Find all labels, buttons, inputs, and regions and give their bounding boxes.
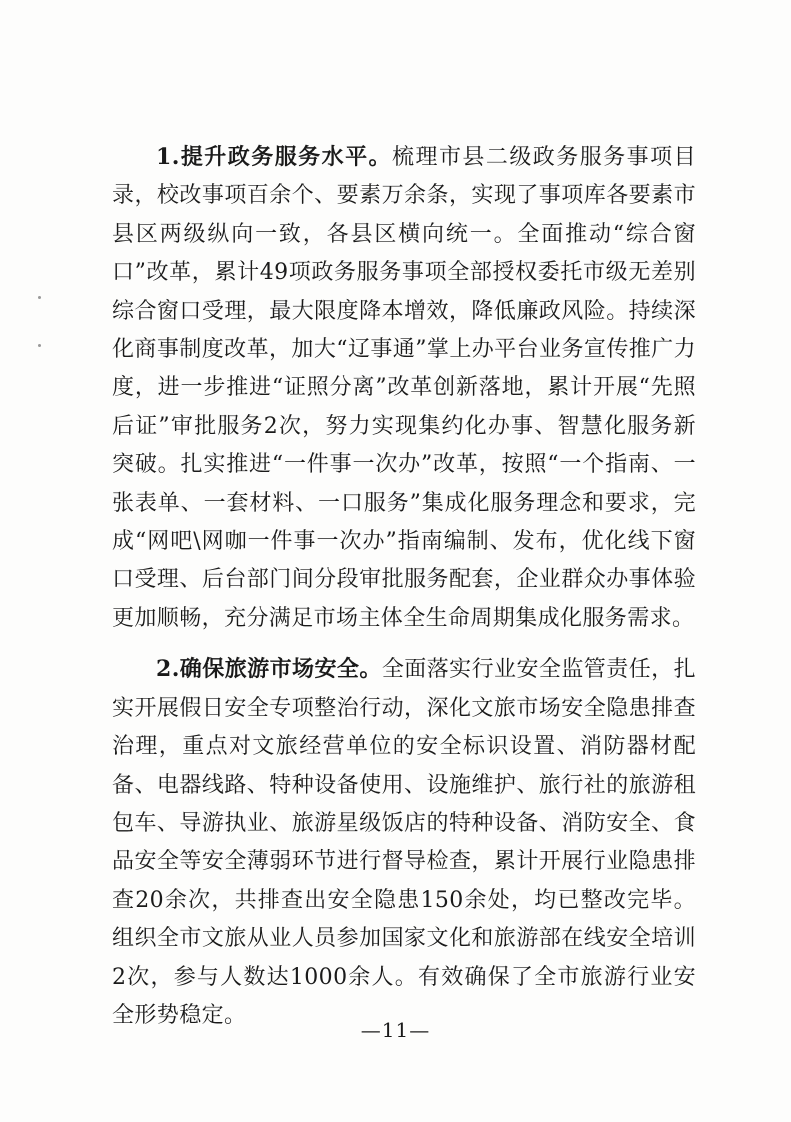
page-number: —11— xyxy=(360,1018,431,1042)
section-text-2: 全面落实行业安全监管责任，扎实开展假日安全专项整治行动，深化文旅市场安全隐患排查治理，重点对文旅经营单位的安全标识设置、消防器材配备、电器线路、特种设备使用、设施维护、旅行社的旅游租包车、导游执业、旅游星级饭店的特种设备、消防安全、食品安全等安全薄弱环节进行督导检查，累计开展行业隐患排查20余次，共排查出安全隐患150余处，均已整改完毕。组织全市文旅从业人员参加国家文化和旅游部在线安全培训2次，参与人数达1000余人。有效确保了全市旅游行业安全形势稳定。 xyxy=(112,657,696,1028)
section-paragraph-1 xyxy=(112,138,696,638)
scan-dot-mark xyxy=(38,344,41,347)
section-paragraph-2 xyxy=(112,650,696,1035)
section-heading-2: 2.确保旅游市场安全。 xyxy=(156,656,382,683)
section-heading-1: 1.提升政务服务水平。 xyxy=(156,144,393,170)
section-text-1: 梳理市县二级政务服务事项目录，校改事项百余个、要素万余条，实现了事项库各要素市县区两级纵向一致，各县区横向统一。全面推动“综合窗口”改革，累计49项政务服务事项全部授权委托市级无差别综合窗口受理，最大限度降本增效，降低廉政风险。持续深化商事制度改革，加大“辽事通”掌上办平台业务宣传推广力度，进一步推进“证照分离”改革创新落地，累计开展“先照后证”审批服务2次，努力实现集约化办事、智慧化服务新突破。扎实推进“一件事一次办”改革，按照“一个指南、一张表单、一套材料、一口服务”集成化服务理念和要求，完成“网吧\网咖一件事一次办”指南编制、发布，优化线下窗口受理、后台部门间分段审批服务配套，企业群众办事体验更加顺畅，充分满足市场主体全生命周期集成化服务需求。 xyxy=(112,145,696,631)
scan-dot-mark xyxy=(38,296,41,299)
document-body xyxy=(112,138,696,1035)
